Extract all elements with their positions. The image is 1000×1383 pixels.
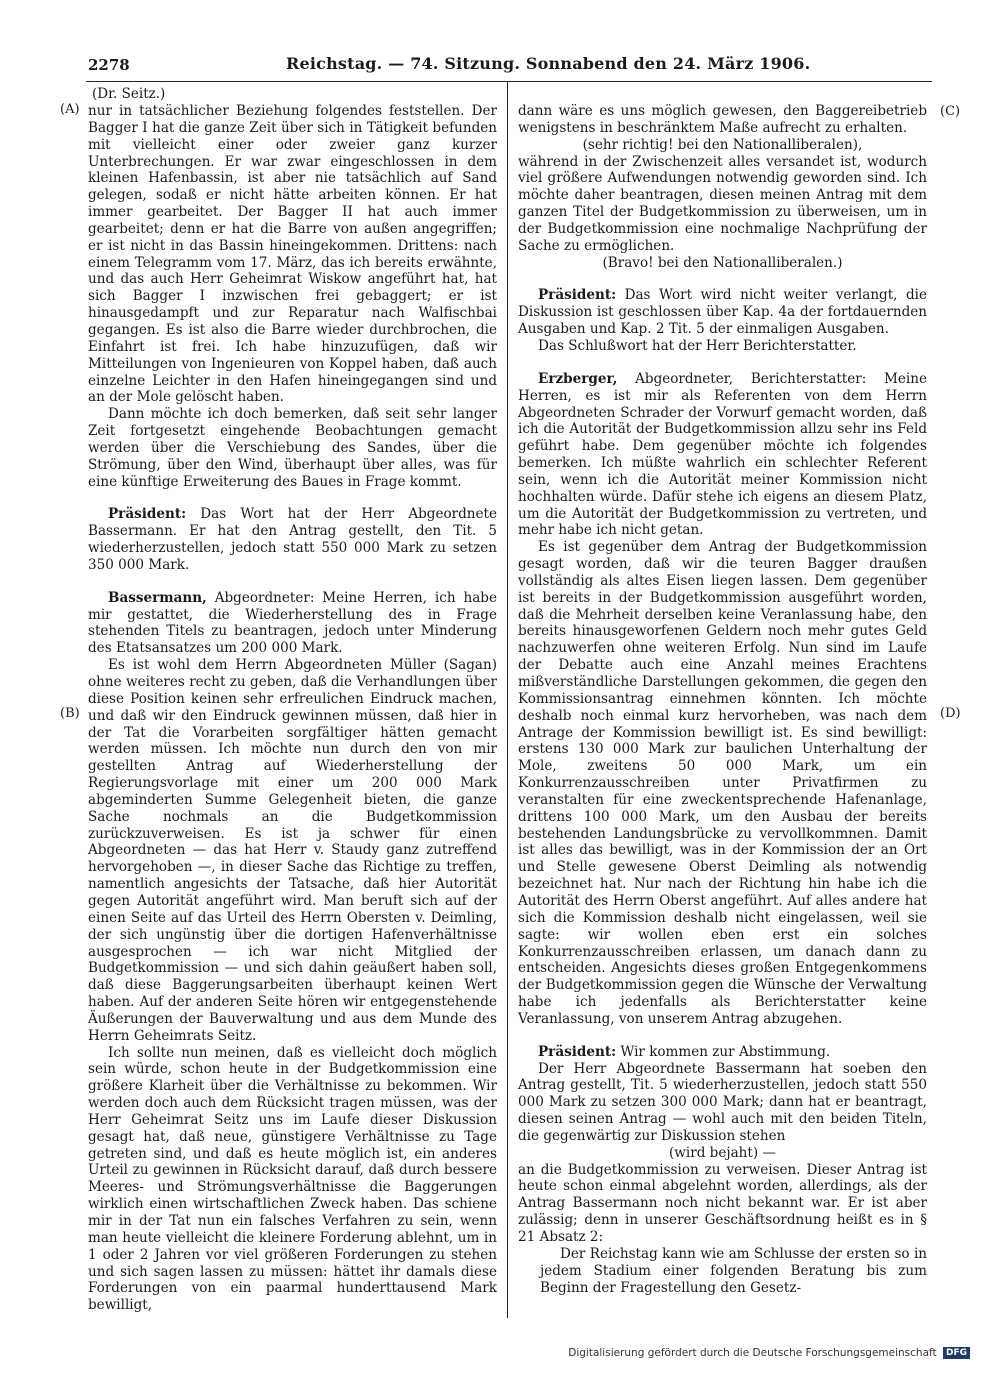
left-paragraph-1: nur in tatsächlicher Beziehung folgendes feststellen. Der Bagger I hat die ganze Zeit über sich in Tätigkeit befunden mit vielleicht einer oder zweier ganz kurzer Unterbrechungen. Er war zwar eingeschlossen in dem kleinen Hafenbassin, ist aber nie tatsächlich auf Sand gelegen, sodaß er nicht hätte arbeiten können. Er hat immer gearbeitet. Der Bagger II hat auch immer gearbeitet; denn er hat die Barre von außen angegriffen; er ist nicht in das Bassin hineingekommen. Drittens: nach einem Telegramm vom 17. März, das ich bereits erwähnte, und das auch Herr Geheimrat Wiskow angeführt hat, hat sich Bagger I inzwischen frei gebaggert; er ist hinausgedampft und zur Reparatur nach Walfischbai gegangen. Es ist also die Barre wieder durchbrochen, die Einfahrt ist frei. Ich habe hinzuzufügen, daß wir Mitteilungen von Ingenieuren von Koppel haben, daß auch einzelne Leichter in den Hafen hineingegangen sind und an der Mole gelöscht haben. <box>88 103 497 406</box>
right-paragraph-5 <box>518 371 927 539</box>
interjection-3: (wird bejaht) — <box>669 1144 776 1161</box>
margin-marker-b: (B) <box>60 706 80 721</box>
page-number: 2278 <box>88 56 130 74</box>
speech-text: Das Wort wird nicht weiter verlangt, die Diskussion ist geschlossen über Kap. 4a der fortdauernden Ausgaben und Kap. 2 Tit. 5 der einmaligen Ausgaben. <box>518 287 927 338</box>
right-paragraph-7 <box>518 1044 927 1061</box>
interjection-2: (Bravo! bei den Nationalliberalen.) <box>602 254 843 271</box>
speech-text: Das Wort hat der Herr Abgeordnete Bassermann. Er hat den Antrag gestellt, den Tit. 5 wiederherzustellen, jedoch statt 550 000 Mark zu setzen 350 000 Mark. <box>88 506 497 573</box>
page-header-title: Reichstag. — 74. Sitzung. Sonnabend den 24. März 1906. <box>286 54 811 73</box>
margin-marker-c: (C) <box>940 104 961 119</box>
left-paragraph-2: Dann möchte ich doch bemerken, daß seit sehr langer Zeit fortgesetzt eingehende Beobachtungen gemacht werden über die Verschiebung des Sandes, über die Strömung, über den Wind, überhaupt über alles, was für eine künftige Erweiterung des Baues in Frage kommt. <box>88 406 497 490</box>
speaker-name: Erzberger, <box>538 370 618 387</box>
right-column <box>518 103 927 1296</box>
footer-credit <box>568 1347 970 1359</box>
right-paragraph-9: an die Budgetkommission zu verweisen. Dieser Antrag ist heute schon einmal abgelehnt worden, allerdings, als der Antrag Bassermann noch nicht bekannt war. Er ist aber zulässig; denn in unserer Geschäftsordnung heißt es in § 21 Absatz 2: <box>518 1161 927 1245</box>
right-paragraph-3 <box>518 287 927 338</box>
margin-marker-a: (A) <box>60 102 80 117</box>
quoted-rule: Der Reichstag kann wie am Schlusse der ersten so in jedem Stadium einer folgenden Beratung bis zum Beginn der Fragestellung den Gesetz- <box>540 1245 927 1296</box>
speech-text: Abgeordneter: Meine Herren, ich habe mir gestattet, die Wiederherstellung des in Frage stehenden Titels zu beantragen, jedoch unter Minderung des Etatsansatzes um 200 000 Mark. <box>88 589 497 657</box>
footer-text: Digitalisierung gefördert durch die Deutsche Forschungsgemeinschaft <box>568 1347 937 1359</box>
left-paragraph-5: Es ist wohl dem Herrn Abgeordneten Müller (Sagan) ohne weiteres recht zu geben, daß die Verhandlungen über diese Position keinen sehr erfreulichen Eindruck machen, und daß wir den Eindruck gewinnen müssen, daß hier in der Tat die Vorarbeiten sorgfältiger hätten gemacht werden müssen. Ich möchte nun durch den von mir gestellten Antrag auf Wiederherstellung der Regierungsvorlage mit einer um 200 000 Mark abgeminderten Summe Gelegenheit bieten, die ganze Sache nochmals an die Budgetkommission zurückzuverweisen. Es ist ja schwer für einen Abgeordneten — das hat Herr v. Staudy ganz zutreffend hervorgehoben —, in dieser Sache das Richtige zu treffen, namentlich angesichts der Tatsache, daß hier Autorität gegen Autorität angeführt wird. Man beruft sich auf der einen Seite auf das Urteil des Herrn Obersten v. Deimling, der sich ungünstig über die dortigen Hafenverhältnisse ausgesprochen — ich war nicht Mitglied der Budgetkommission — und sich dahin geäußert haben soll, daß diese Baggerungsarbeiten überhaupt keinen Wert haben. Auf der anderen Seite hören wir entgegenstehende Äußerungen der Bauverwaltung und aus dem Munde des Herrn Geheimrats Seitz. <box>88 657 497 1044</box>
dfg-logo-icon: DFG <box>943 1347 970 1359</box>
speaker-name: Bassermann, <box>108 589 207 606</box>
speech-text: Abgeordneter, Berichterstatter: Meine Herren, es ist mir als Referenten von dem Herrn Abgeordneten Schrader der Vorwurf gemacht worden, daß ich die Autorität der Budgetkommission allzu sehr ins Feld geführt habe. Dem gegenüber möchte ich folgendes bemerken. Ich müßte wahrlich ein schlechter Referent sein, wenn ich die Autorität meiner Kommission nicht hochhalten würde. Dafür stehe ich eigens an diesem Platz, um die Autorität der Budgetkommission zu vertreten, und mehr habe ich nicht getan. <box>518 370 927 539</box>
left-paragraph-6: Ich sollte nun meinen, daß es vielleicht doch möglich sein würde, schon heute in der Budgetkommission eine größere Klarheit über die Verhältnisse zu bekommen. Wir werden doch auch dem Rücksicht tragen müssen, was der Herr Geheimrat Seitz uns im Laufe dieser Diskussion gesagt hat, daß neue, günstigere Verhältnisse zu Tage getreten sind, und daß es heute möglich ist, ein anderes Urteil zu gewinnen in Rücksicht darauf, daß durch bessere Meeres- und Strömungsverhältnisse die Baggerungen wirklich einen wirtschaftlichen Zweck haben. Das schiene mir in der Tat nun ein falsches Verfahren zu sein, wenn man heute vielleicht die kleinere Forderung ablehnt, um in 1 oder 2 Jahren vor viel größeren Forderungen zu stehen und sich sagen lassen zu müssen: hättet ihr damals diese Forderungen von ein paarmal hunderttausend Mark bewilligt, <box>88 1044 497 1314</box>
speaker-note: (Dr. Seitz.) <box>92 86 166 102</box>
right-paragraph-6: Es ist gegenüber dem Antrag der Budgetkommission gesagt worden, daß wir die teuren Bagger draußen vollständig als altes Eisen liegen lassen. Dem gegenüber ist bereits in der Budgetkommission ausgeführt worden, daß die Mehrheit derselben keine Veranlassung habe, den bereits hinausgeworfenen Geldern noch mehr gutes Geld nachzuwerfen ohne weiteren Erfolg. Nun sind im Laufe der Debatte auch eine Anzahl meines Erachtens mißverständliche Darstellungen gekommen, die gegen den Kommissionsantrag einnehmen könnten. Ich möchte deshalb noch einmal kurz hervorheben, was nach dem Antrage der Kommission bewilligt ist. Es sind bewilligt: erstens 130 000 Mark zur baulichen Unterhaltung der Mole, zweitens 50 000 Mark, um ein Konkurrenzausschreiben unter Privatfirmen zu veranstalten für eine zweckentsprechende Hafenanlage, drittens 100 000 Mark, um den Ausbau der bereits bestehenden Landungsbrücke zu vervollkommnen. Damit ist alles das bewilligt, was in der Kommission der an Ort und Stelle gewesene Oberst Deimling als notwendig bezeichnet hat. Nur nach der Richtung hin habe ich die Autorität des Herrn Oberst angeführt. Auf alles andere hat sich die Kommission deshalb nicht eingelassen, weil sie sagte: wir wollen eben erst ein solches Konkurrenzausschreiben erlassen, um danach dann zu entscheiden. Angesichts dieses großen Entgegenkommens der Budgetkommission gegen die Wünsche der Verwaltung habe ich jedenfalls als Berichterstatter keine Veranlassung, von unserem Antrag abzugehen. <box>518 539 927 1027</box>
speaker-name: Präsident: <box>108 506 187 523</box>
margin-marker-d: (D) <box>940 706 961 721</box>
left-paragraph-4 <box>88 590 497 657</box>
header-rule <box>86 81 932 82</box>
speaker-name: Präsident: <box>538 1043 617 1060</box>
speaker-name: Präsident: <box>538 287 617 304</box>
left-column <box>88 103 497 1314</box>
right-paragraph-2: während in der Zwischenzeit alles versandet ist, wodurch viel größere Aufwendungen notwendig geworden sind. Ich möchte daher beantragen, diesen meinen Antrag mit dem ganzen Titel der Budgetkommission zu überweisen, um in der Budgetkommission eine nochmalige Nachprüfung der Sache zu ermöglichen. <box>518 153 927 254</box>
right-paragraph-1: dann wäre es uns möglich gewesen, den Baggereibetrieb wenigstens in beschränktem Maße aufrecht zu erhalten. <box>518 103 927 136</box>
speech-text: Wir kommen zur Abstimmung. <box>620 1043 831 1060</box>
interjection-1: (sehr richtig! bei den Nationalliberalen), <box>582 136 863 153</box>
right-paragraph-8: Der Herr Abgeordnete Bassermann hat soeben den Antrag gestellt, Tit. 5 wiederherzustellen, jedoch statt 550 000 Mark zu setzen 300 000 Mark; dann hat er beantragt, diesen seinen Antrag — wohl auch mit den beiden Titeln, die gegenwärtig zur Diskussion stehen <box>518 1060 927 1144</box>
left-paragraph-3 <box>88 506 497 573</box>
right-paragraph-4: Das Schlußwort hat der Herr Berichterstatter. <box>538 337 857 354</box>
column-divider <box>507 82 508 1318</box>
